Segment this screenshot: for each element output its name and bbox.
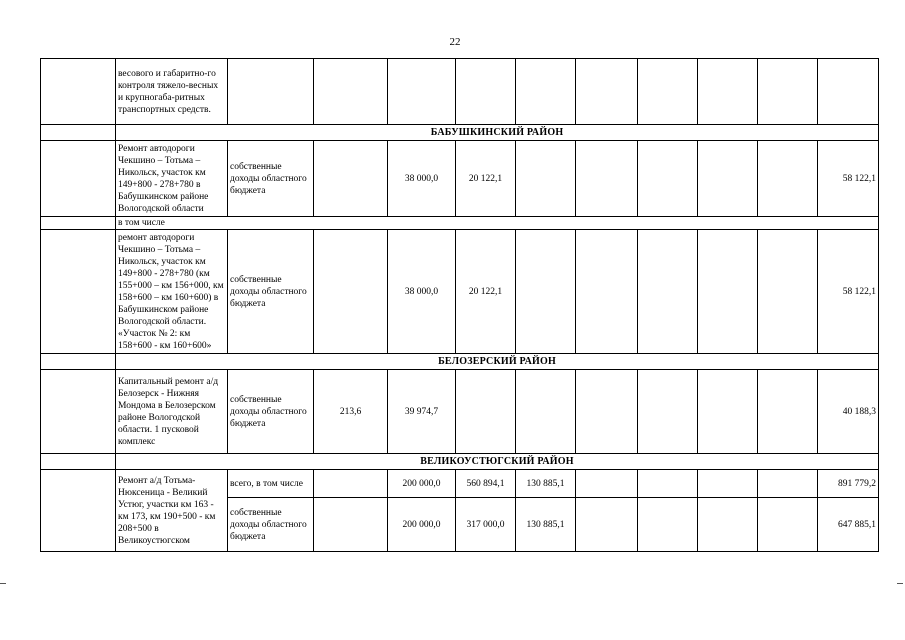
including-label: в том числе bbox=[116, 217, 879, 230]
budget-table bbox=[40, 58, 879, 552]
value-cell: 20 122,1 bbox=[456, 141, 516, 217]
total-cell: 58 122,1 bbox=[818, 141, 879, 217]
table-row bbox=[41, 141, 879, 217]
value-cell: 317 000,0 bbox=[456, 498, 516, 552]
page-number: 22 bbox=[449, 36, 461, 48]
value-cell: 20 122,1 bbox=[456, 230, 516, 354]
value-cell bbox=[516, 141, 576, 217]
value-cell: 560 894,1 bbox=[456, 470, 516, 498]
value-cell bbox=[516, 230, 576, 354]
description-cell: Ремонт а/д Тотьма-Нюксеница - Великий Устюг, участки км 163 - км 173, км 190+500 - км 208+500 в Великоустюгском bbox=[116, 470, 228, 552]
funding-source-cell: собственные доходы областного бюджета bbox=[228, 230, 314, 354]
value-cell bbox=[314, 230, 388, 354]
crop-mark-left bbox=[0, 583, 6, 584]
section-title: ВЕЛИКОУСТЮГСКИЙ РАЙОН bbox=[116, 454, 879, 470]
value-cell bbox=[456, 370, 516, 454]
table-row bbox=[41, 230, 879, 354]
value-cell bbox=[314, 498, 388, 552]
table-row bbox=[41, 370, 879, 454]
funding-source-cell: собственные доходы областного бюджета bbox=[228, 498, 314, 552]
value-cell: 213,6 bbox=[314, 370, 388, 454]
total-cell: 891 779,2 bbox=[818, 470, 879, 498]
section-header-row bbox=[41, 354, 879, 370]
funding-source-cell: собственные доходы областного бюджета bbox=[228, 370, 314, 454]
description-cell: Капитальный ремонт а/д Белозерск - Нижняя Мондома в Белозерском районе Вологодской области. 1 пусковой комплекс bbox=[116, 370, 228, 454]
section-title: БАБУШКИНСКИЙ РАЙОН bbox=[116, 125, 879, 141]
funding-source-cell: всего, в том числе bbox=[228, 470, 314, 498]
value-cell: 38 000,0 bbox=[388, 230, 456, 354]
value-cell: 130 885,1 bbox=[516, 498, 576, 552]
value-cell bbox=[516, 370, 576, 454]
value-cell: 38 000,0 bbox=[388, 141, 456, 217]
total-cell: 40 188,3 bbox=[818, 370, 879, 454]
value-cell bbox=[314, 470, 388, 498]
total-cell: 58 122,1 bbox=[818, 230, 879, 354]
description-cell: Ремонт автодороги Чекшино – Тотьма – Никольск, участок км 149+800 - 278+780 в Бабушкинском районе Вологодской области bbox=[116, 141, 228, 217]
section-header-row bbox=[41, 125, 879, 141]
crop-mark-right bbox=[897, 583, 903, 584]
total-cell: 647 885,1 bbox=[818, 498, 879, 552]
table-row bbox=[41, 217, 879, 230]
section-title: БЕЛОЗЕРСКИЙ РАЙОН bbox=[116, 354, 879, 370]
section-header-row bbox=[41, 454, 879, 470]
value-cell: 130 885,1 bbox=[516, 470, 576, 498]
description-cell: весового и габаритно-го контроля тяжело-весных и крупногаба-ритных транспортных средств. bbox=[116, 59, 228, 125]
value-cell: 200 000,0 bbox=[388, 470, 456, 498]
value-cell bbox=[314, 141, 388, 217]
table-row bbox=[41, 59, 879, 125]
description-cell: ремонт автодороги Чекшино – Тотьма – Никольск, участок км 149+800 - 278+780 (км 155+000 – км 156+000, км 158+600 – км 160+600) в Бабушкинском районе Вологодской области. «Участок № 2: км 158+600 - км 160+600» bbox=[116, 230, 228, 354]
funding-source-cell: собственные доходы областного бюджета bbox=[228, 141, 314, 217]
table-row bbox=[41, 470, 879, 498]
value-cell: 39 974,7 bbox=[388, 370, 456, 454]
value-cell: 200 000,0 bbox=[388, 498, 456, 552]
